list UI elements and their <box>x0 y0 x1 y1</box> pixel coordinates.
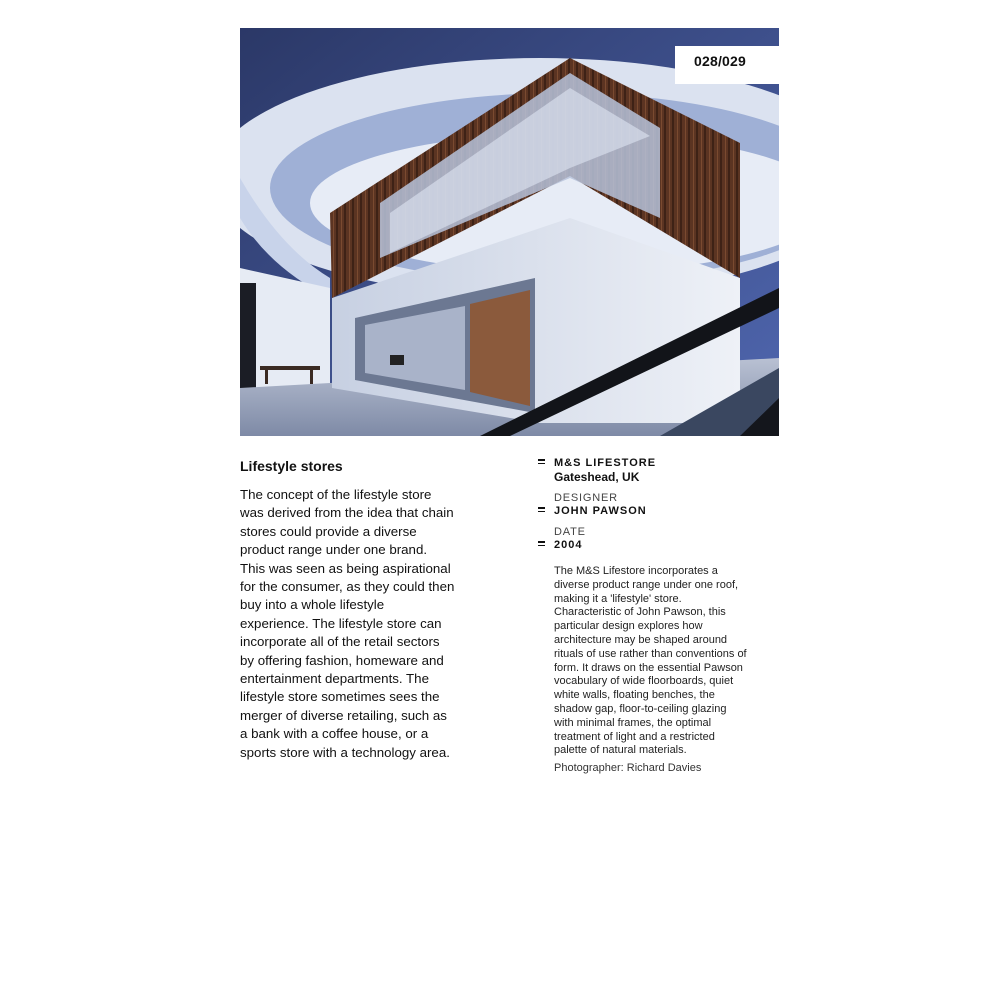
page-number-badge: 028/029 <box>675 46 779 84</box>
article-body: The concept of the lifestyle store was derived from the idea that chain stores could provide a diverse product range under one brand. This was seen as being aspirational for the consumer, as they could then buy into a whole lifestyle experience. The lifestyle store can incorporate all of the retail sectors by offering fashion, homeware and entertainment departments. The lifestyle store sometimes sees the merger of diverse retailing, such as a bank with a coffee house, or a sports store with a technology area. <box>240 487 455 760</box>
equals-bullet-icon <box>538 507 545 514</box>
designer-name: JOHN PAWSON <box>554 505 647 517</box>
designer-label: DESIGNER <box>554 492 618 504</box>
project-name: M&S LIFESTORE <box>554 457 657 469</box>
equals-bullet-icon <box>538 459 545 466</box>
store-photo <box>240 28 779 436</box>
photographer-credit: Photographer: Richard Davies <box>554 762 702 775</box>
date-fact <box>538 539 748 552</box>
equals-bullet-icon <box>538 541 545 548</box>
designer-fact <box>538 505 748 518</box>
date-label: DATE <box>554 526 586 538</box>
project-description: The M&S Lifestore incorporates a diverse product range under one roof, making it a 'lifestyle' store. Characteristic of John Pawson, this particular design explores how architecture may be shaped around rituals of use rather than conventions of form. It draws on the essential Pawson vocabulary of wide floorboards, quiet white walls, floating benches, the shadow gap, floor-to-ceiling glazing with minimal frames, the optimal treatment of light and a restricted palette of natural materials. <box>554 565 747 757</box>
architecture-photo-icon <box>240 28 779 436</box>
project-facts <box>538 457 748 775</box>
project-fact <box>538 457 748 484</box>
project-location: Gateshead, UK <box>554 470 640 484</box>
article-column <box>240 457 455 762</box>
date-value: 2004 <box>554 539 583 551</box>
article-heading: Lifestyle stores <box>240 458 343 474</box>
